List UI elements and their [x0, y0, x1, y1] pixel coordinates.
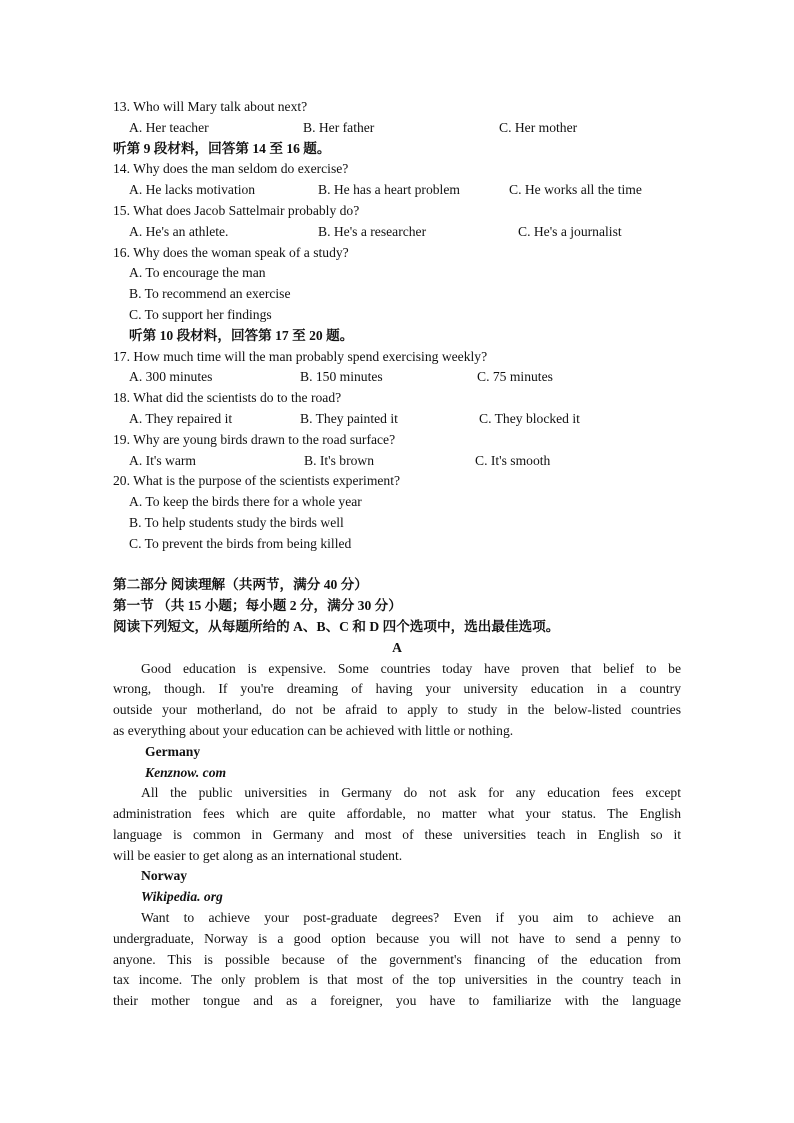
section-10-heading: 听第 10 段材料，回答第 17 至 20 题。: [129, 327, 354, 343]
option-c: C. He's a journalist: [518, 223, 622, 239]
option-a: A. It's warm: [129, 452, 197, 468]
question-17-options: [113, 367, 681, 388]
option-a: A. They repaired it: [129, 410, 233, 426]
option-b: B. He's a researcher: [318, 223, 427, 239]
norway-line: Want to achieve your post-graduate degrees? Even if you aim to achieve an: [141, 910, 681, 926]
question-20-stem: 20. What is the purpose of the scientists experiment?: [113, 473, 401, 489]
intro-line: Good education is expensive. Some countries today have proven that belief to be: [141, 660, 681, 676]
option-a: A. He's an athlete.: [129, 223, 229, 239]
intro-line: as everything about your education can be achieved with little or nothing.: [113, 722, 514, 738]
question-14-options: [113, 180, 681, 201]
question-18-options: [113, 409, 681, 430]
option-c: C. It's smooth: [475, 452, 551, 468]
germany-line: administration fees which are quite affordable, no matter what your status. The English: [113, 806, 681, 822]
intro-line: outside your motherland, do not be afraid to apply to study in the below-listed countries: [113, 702, 681, 718]
norway-source: Wikipedia. org: [141, 889, 223, 905]
norway-line: tax income. The only problem is that most of the top universities in the country teach in: [113, 972, 681, 988]
germany-heading: Germany: [145, 743, 201, 759]
question-17-stem: 17. How much time will the man probably spend exercising weekly?: [113, 348, 488, 364]
norway-heading: Norway: [141, 868, 188, 884]
option-b: B. It's brown: [304, 452, 375, 468]
reading-instruction: 阅读下列短文，从每题所给的 A、B、C 和 D 四个选项中，选出最佳选项。: [113, 618, 560, 634]
exam-page: [113, 97, 681, 1012]
question-16-option-c: C. To support her findings: [129, 306, 272, 322]
question-20-option-b: B. To help students study the birds well: [129, 514, 344, 530]
part-2-title: 第二部分 阅读理解（共两节，满分 40 分）: [113, 577, 368, 593]
question-19-stem: 19. Why are young birds drawn to the road surface?: [113, 431, 396, 447]
question-15-options: [113, 222, 681, 243]
question-20-option-a: A. To keep the birds there for a whole year: [129, 494, 362, 510]
option-c: C. 75 minutes: [477, 369, 553, 385]
germany-line: All the public universities in Germany do not ask for any education fees except: [141, 785, 681, 801]
question-18-stem: 18. What did the scientists do to the road?: [113, 390, 342, 406]
question-20-option-c: C. To prevent the birds from being killed: [129, 535, 352, 551]
option-b: B. 150 minutes: [300, 369, 383, 385]
question-13-stem: 13. Who will Mary talk about next?: [113, 99, 308, 114]
question-14-stem: 14. Why does the man seldom do exercise?: [113, 161, 349, 177]
question-19-options: [113, 451, 681, 472]
option-a: A. He lacks motivation: [129, 182, 256, 198]
option-b: B. They painted it: [300, 410, 398, 426]
question-16-option-a: A. To encourage the man: [129, 265, 266, 281]
option-b: B. Her father: [303, 119, 375, 135]
section-1-title: 第一节 （共 15 小题；每小题 2 分，满分 30 分）: [113, 598, 402, 614]
passage-label: A: [392, 639, 402, 655]
option-a: A. 300 minutes: [129, 369, 213, 385]
option-a: A. Her teacher: [129, 119, 209, 135]
option-b: B. He has a heart problem: [318, 182, 460, 198]
question-16-stem: 16. Why does the woman speak of a study?: [113, 244, 349, 260]
section-9-heading: 听第 9 段材料，回答第 14 至 16 题。: [113, 140, 331, 156]
option-c: C. Her mother: [499, 119, 578, 135]
option-c: C. They blocked it: [479, 410, 580, 426]
norway-line: anyone. This is possible because of the government's financing of the education from: [113, 951, 681, 967]
question-13-options: [113, 118, 681, 139]
germany-line: will be easier to get along as an international student.: [113, 847, 403, 863]
germany-source: Kenznow. com: [145, 764, 227, 780]
intro-line: wrong, though. If you're dreaming of having your university education in a country: [113, 681, 681, 697]
option-c: C. He works all the time: [509, 182, 642, 198]
norway-line: undergraduate, Norway is a good option because you will not have to send a penny to: [113, 930, 681, 946]
germany-line: language is common in Germany and most of these universities teach in English so it: [113, 826, 681, 842]
norway-line: their mother tongue and as a foreigner, you have to familiarize with the language: [113, 993, 681, 1009]
question-15-stem: 15. What does Jacob Sattelmair probably do?: [113, 202, 360, 218]
question-16-option-b: B. To recommend an exercise: [129, 286, 291, 302]
